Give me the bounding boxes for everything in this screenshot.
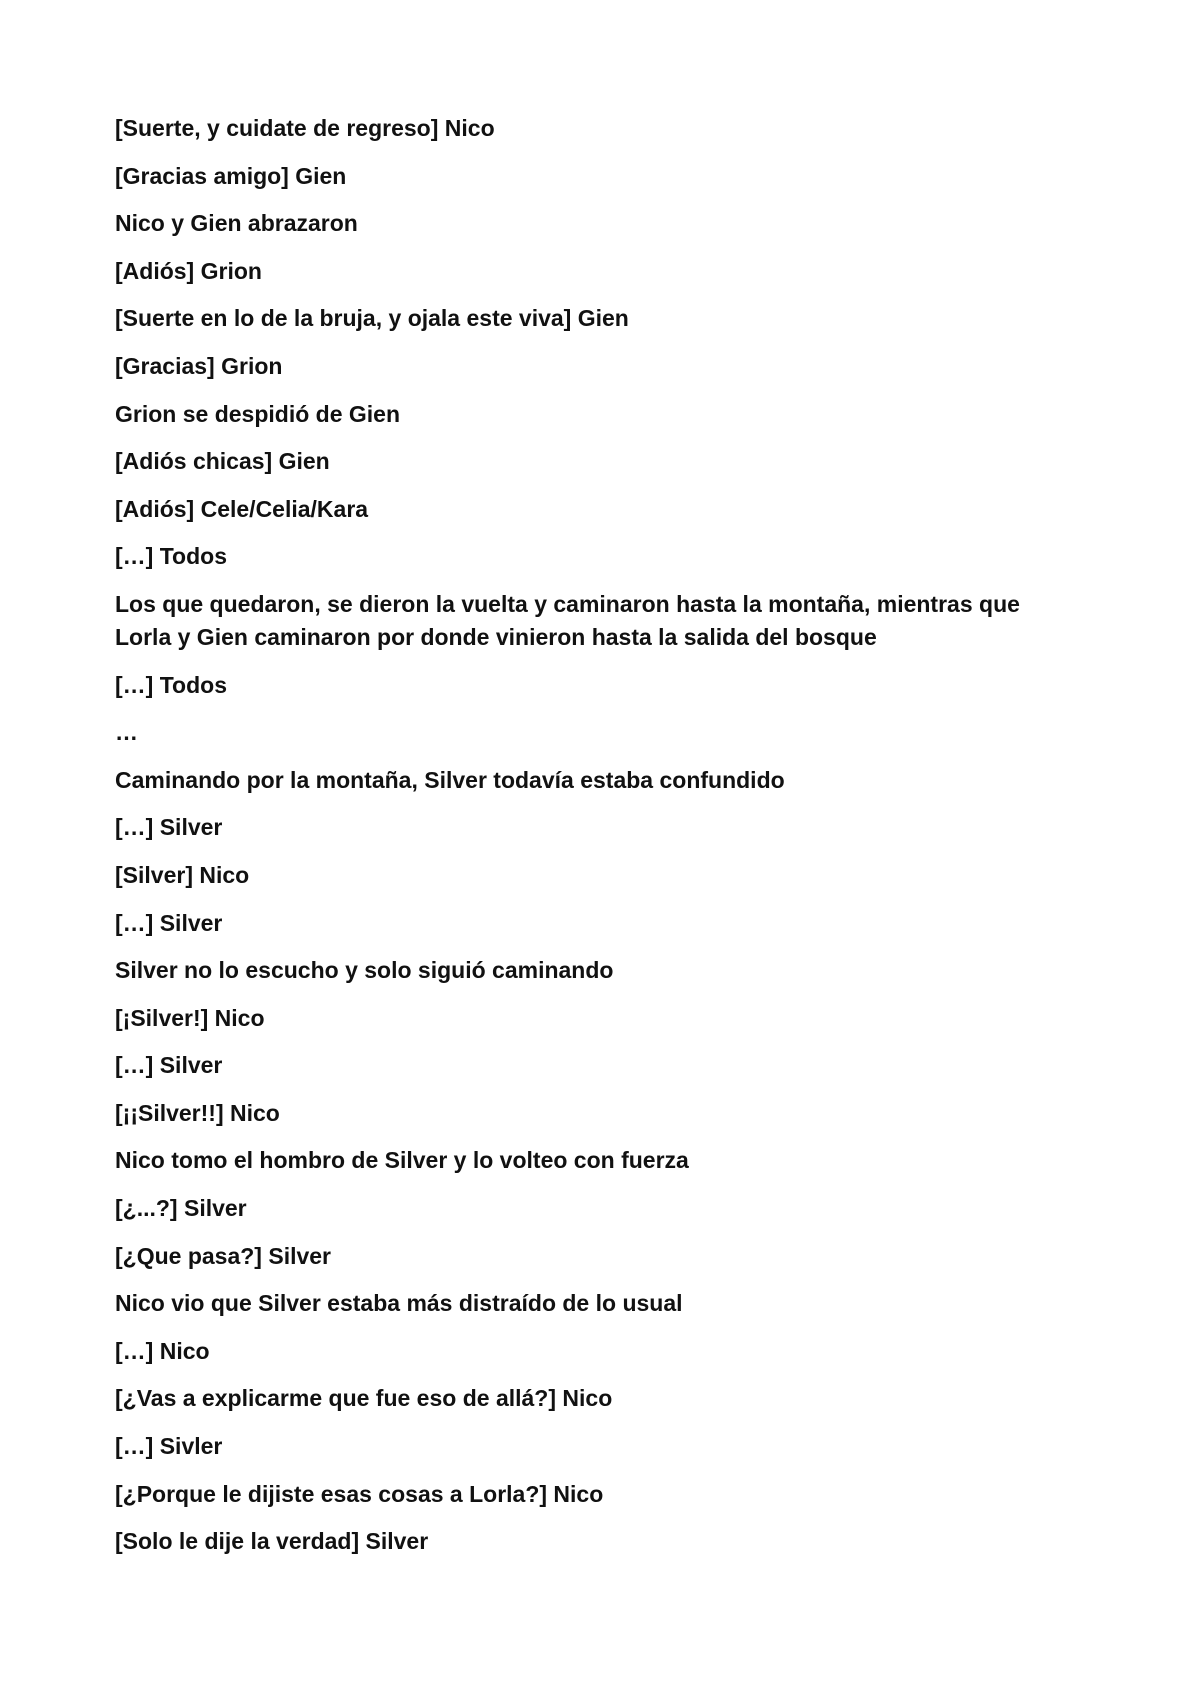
text-line: [Adiós] Cele/Celia/Kara (115, 495, 369, 522)
text-line: […] Silver (115, 1052, 223, 1079)
text-line: [Adiós] Grion (115, 257, 262, 284)
text-line: […] Nico (115, 1337, 210, 1364)
text-line: [¿Que pasa?] Silver (115, 1242, 332, 1269)
text-line: […] Silver (115, 814, 223, 841)
text-line: […] Todos (115, 671, 227, 698)
text-line: [¿...?] Silver (115, 1195, 247, 1222)
text-line: [Adiós chicas] Gien (115, 448, 330, 475)
text-line: Caminando por la montaña, Silver todavía estaba confundido (115, 766, 785, 793)
text-line: […] Sivler (115, 1433, 223, 1460)
text-line: [Suerte en lo de la bruja, y ojala este viva] Gien (115, 305, 629, 332)
text-line: [Solo le dije la verdad] Silver (115, 1528, 429, 1555)
text-line: [Suerte, y cuidate de regreso] Nico (115, 115, 495, 141)
text-line: [Silver] Nico (115, 861, 250, 888)
text-line: [¿Porque le dijiste esas cosas a Lorla?] Nico (115, 1480, 604, 1507)
text-line: … (115, 719, 138, 746)
text-line: Nico tomo el hombro de Silver y lo volteo con fuerza (115, 1147, 689, 1174)
text-line: Silver no lo escucho y solo siguió caminando (115, 957, 614, 984)
text-line: [Gracias] Grion (115, 352, 283, 379)
text-line: […] Todos (115, 543, 227, 570)
text-line: [¡Silver!] Nico (115, 1004, 265, 1031)
text-line: [Gracias amigo] Gien (115, 162, 347, 189)
text-line: Nico vio que Silver estaba más distraído de lo usual (115, 1290, 683, 1317)
text-line: Nico y Gien abrazaron (115, 210, 358, 237)
text-line: Grion se despidió de Gien (115, 400, 400, 427)
text-line: [¡¡Silver!!] Nico (115, 1099, 280, 1126)
document-body (115, 112, 1080, 1573)
text-paragraph: Los que quedaron, se dieron la vuelta y caminaron hasta la montaña, mientras que Lorla y Gien caminaron por donde vinieron hasta la salida del bosque (115, 590, 1020, 650)
text-line: [¿Vas a explicarme que fue eso de allá?] Nico (115, 1385, 613, 1412)
text-line: […] Silver (115, 909, 223, 936)
